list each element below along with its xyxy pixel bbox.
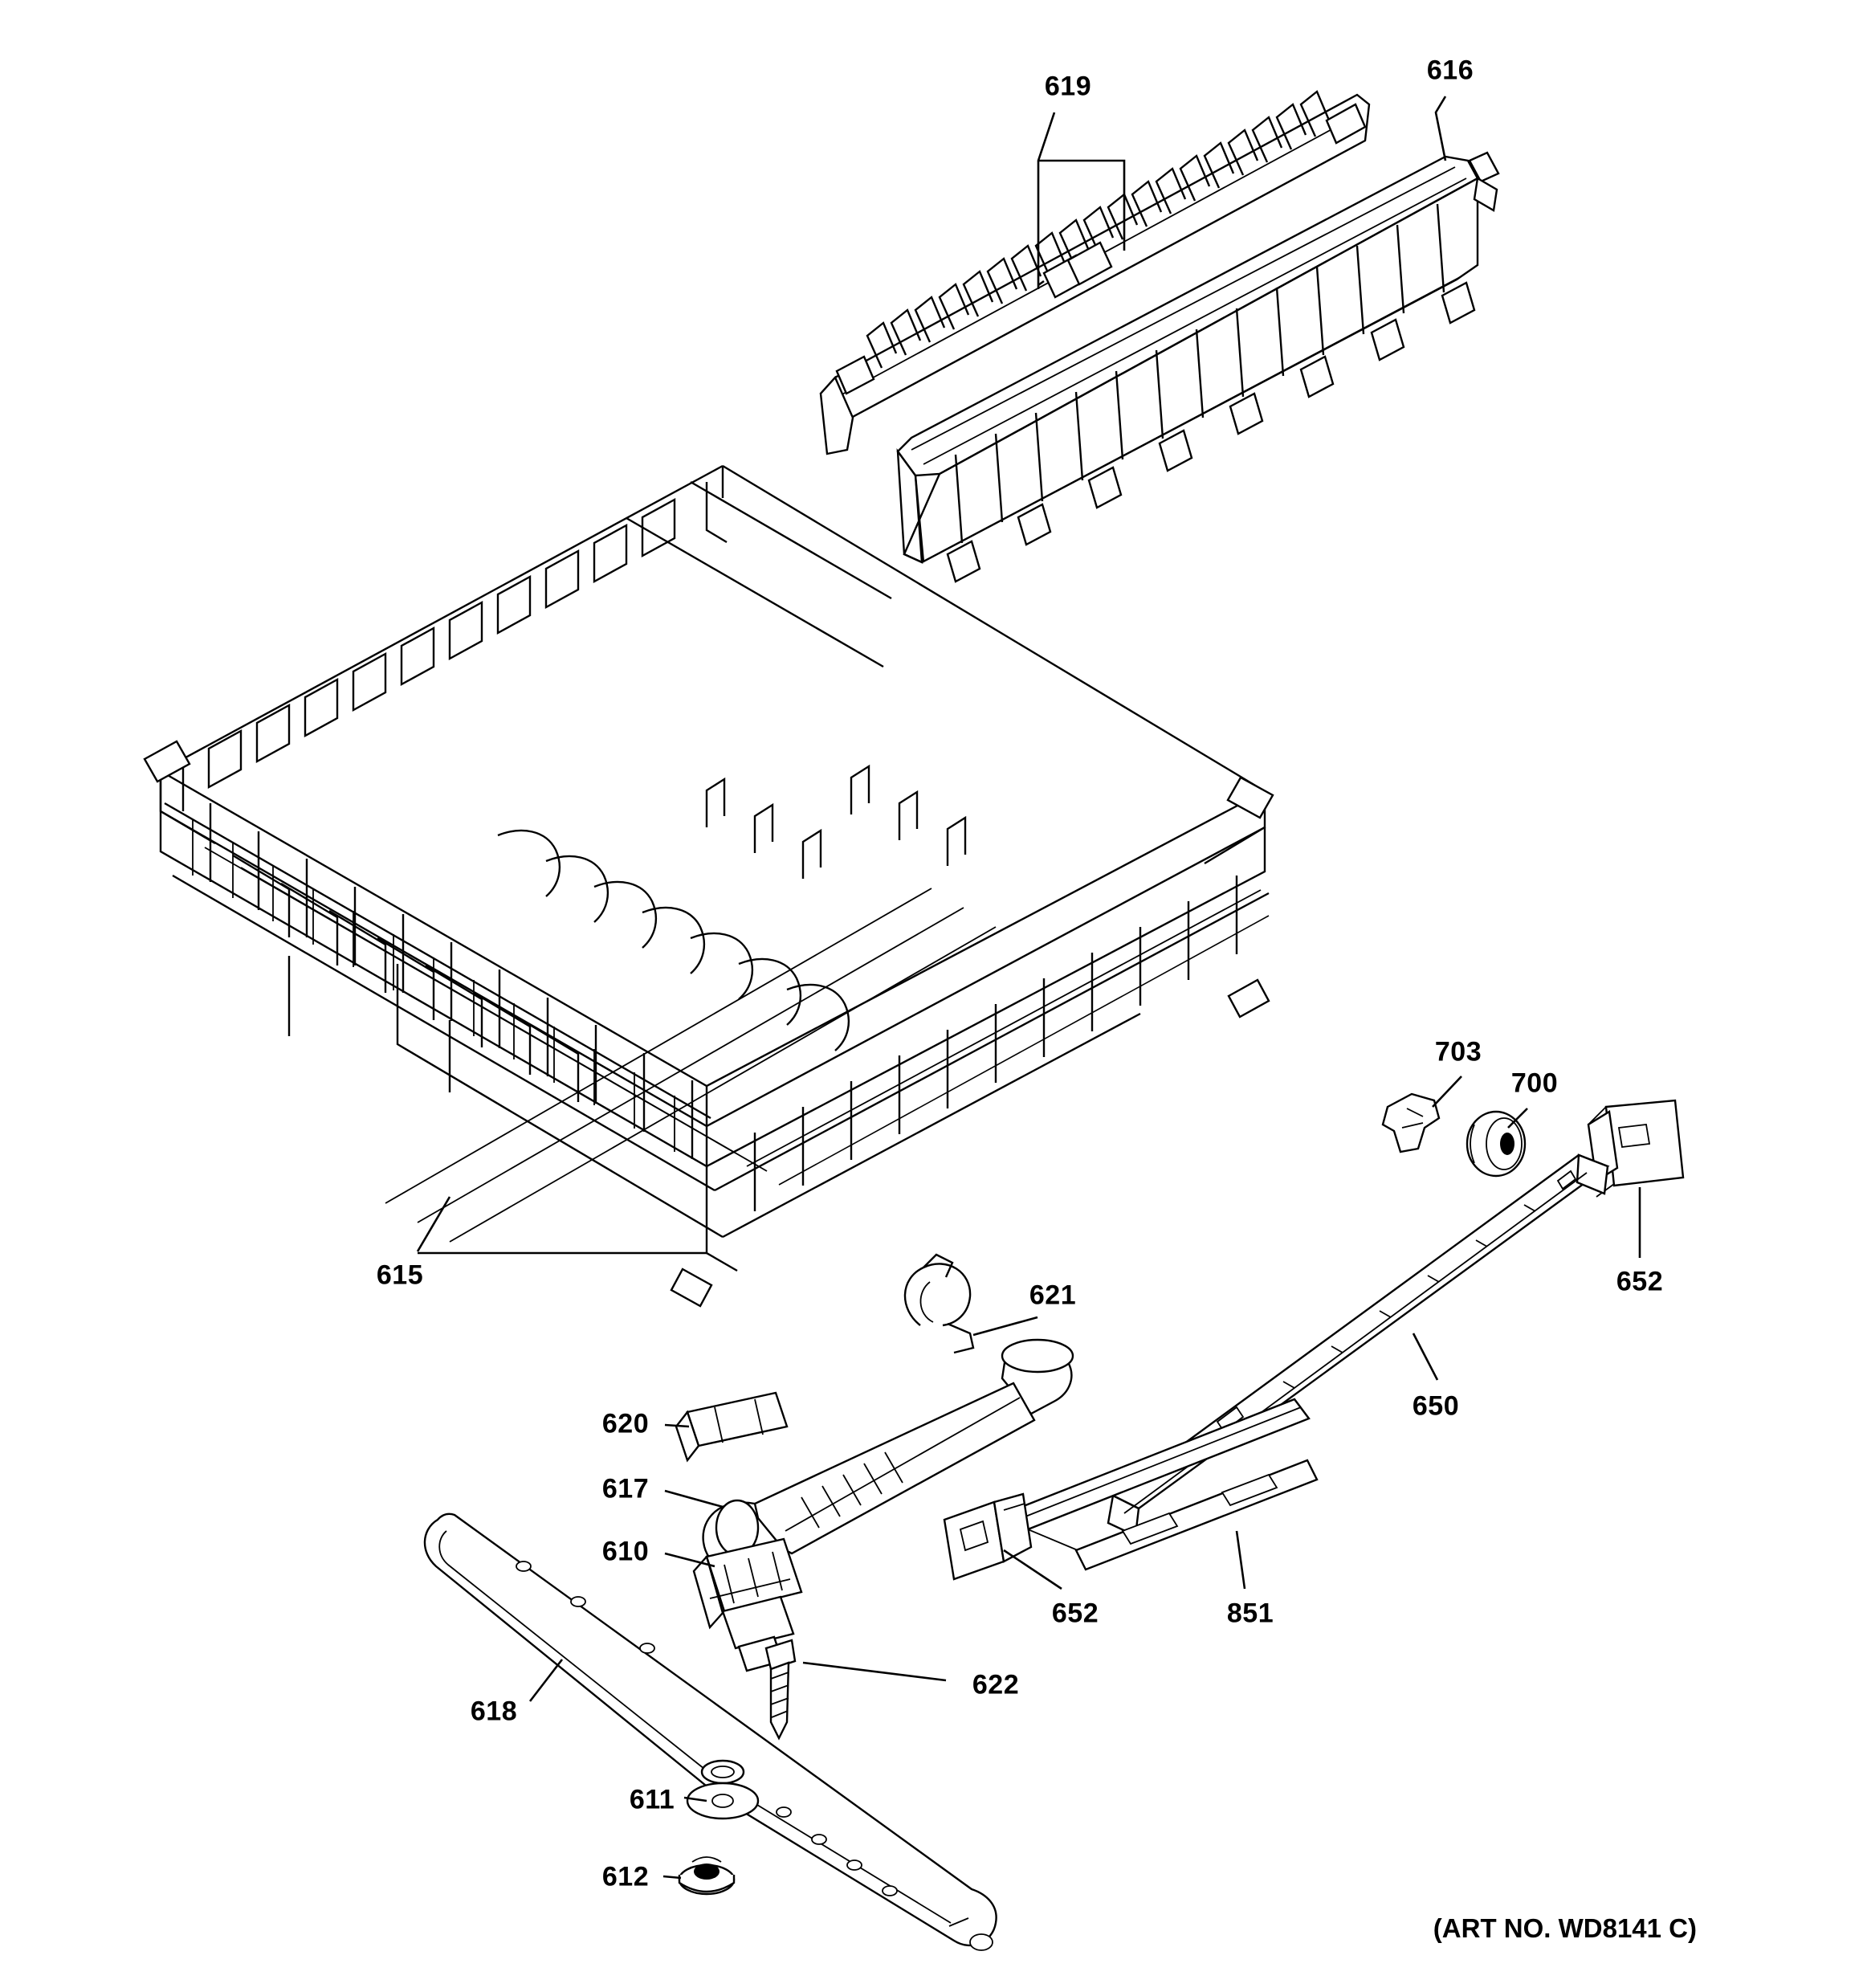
callout-652-lower: 652 bbox=[1051, 1598, 1099, 1629]
callout-618: 618 bbox=[470, 1696, 518, 1727]
part-621-hose-clamp bbox=[905, 1255, 973, 1353]
callout-703: 703 bbox=[1434, 1036, 1482, 1067]
part-611-washer bbox=[687, 1783, 758, 1819]
callout-611: 611 bbox=[629, 1784, 675, 1815]
callout-650: 650 bbox=[1412, 1390, 1460, 1422]
callout-621: 621 bbox=[1029, 1280, 1077, 1311]
part-620-tube-bracket bbox=[676, 1393, 787, 1460]
leader-lines bbox=[418, 96, 1640, 1878]
callout-615: 615 bbox=[376, 1259, 424, 1291]
callout-622: 622 bbox=[972, 1669, 1020, 1700]
part-700-roller-wheel bbox=[1467, 1112, 1525, 1176]
callout-620: 620 bbox=[601, 1408, 650, 1439]
part-615-upper-rack bbox=[145, 466, 1273, 1306]
part-612-nut bbox=[679, 1857, 734, 1894]
part-650-rack-rail bbox=[1108, 1155, 1608, 1536]
callout-700: 700 bbox=[1510, 1067, 1559, 1099]
callout-610: 610 bbox=[601, 1536, 650, 1567]
part-652-lower-bracket bbox=[944, 1494, 1031, 1579]
part-703-clip bbox=[1383, 1094, 1439, 1152]
callout-617: 617 bbox=[601, 1473, 650, 1504]
part-622-screw bbox=[766, 1640, 795, 1738]
callout-612: 612 bbox=[601, 1861, 650, 1892]
callout-619: 619 bbox=[1044, 71, 1092, 102]
art-number-note: (ART NO. WD8141 C) bbox=[1433, 1913, 1697, 1943]
callout-616: 616 bbox=[1426, 55, 1474, 86]
callout-652-upper: 652 bbox=[1616, 1266, 1664, 1297]
callout-851: 851 bbox=[1226, 1598, 1274, 1629]
